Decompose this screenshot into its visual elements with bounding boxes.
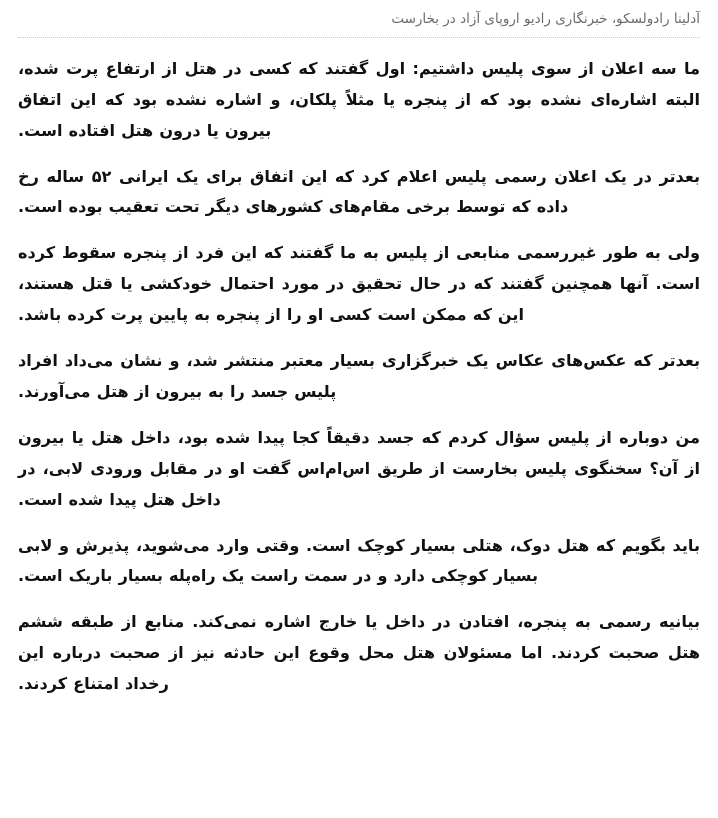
- article-paragraph: ما سه اعلان از سوی پلیس داشتیم: اول گفتند که کسی در هتل از ارتفاع پرت شده، البته اشاره‌ای نشده بود که از پنجره یا مثلاً پلکان، و اشاره نشده بود که این اتفاق بیرون یا درون هتل افتاده است.: [18, 58, 700, 140]
- article-paragraph: باید بگویم که هتل دوک، هتلی بسیار کوچک است. وقتی وارد می‌شوید، پذیرش و لابی بسیار کوچکی دارد و در سمت راست یک راه‌پله بسیار باریک است.: [18, 535, 700, 586]
- byline-author-credit: آدلینا رادولسکو، خبرنگاری رادیو اروپای آزاد در بخارست: [391, 11, 700, 27]
- byline-container: [0, 0, 718, 30]
- article-paragraph: بعدتر که عکس‌های عکاس یک خبرگزاری بسیار معتبر منتشر شد، و نشان می‌داد افراد پلیس جسد را به بیرون از هتل می‌آورند.: [18, 351, 700, 401]
- article-paragraph: ولی به طور غیررسمی منابعی از پلیس به ما گفتند که این فرد از پنجره سقوط کرده است. آنها همچنین گفتند که در حال تحقیق در مورد احتمال خودکشی یا قتل هستند، این که ممکن است کسی او را از پنجره به پایین پرت کرده باشد.: [18, 243, 700, 325]
- article-paragraph: بعدتر در یک اعلان رسمی پلیس اعلام کرد که این اتفاق برای یک ایرانی ۵۲ ساله رخ داده که توسط برخی مقام‌های کشورهای دیگر تحت تعقیب بوده است.: [18, 166, 700, 217]
- article-paragraph: من دوباره از پلیس سؤال کردم که جسد دقیقاً کجا پیدا شده بود، داخل هتل یا بیرون از آن؟ سخنگوی پلیس بخارست از طریق اس‌ام‌اس گفت او در مقابل ورودی لابی، در داخل هتل پیدا شده است.: [18, 427, 700, 509]
- article-paragraph: بیانیه رسمی به پنجره، افتادن در داخل یا خارج اشاره نمی‌کند. منابع از طبقه ششم هتل صحبت کردند. اما مسئولان هتل محل وقوع این حادثه نیز از صحبت درباره این رخداد امتناع کردند.: [18, 612, 700, 694]
- article-body: [0, 38, 718, 818]
